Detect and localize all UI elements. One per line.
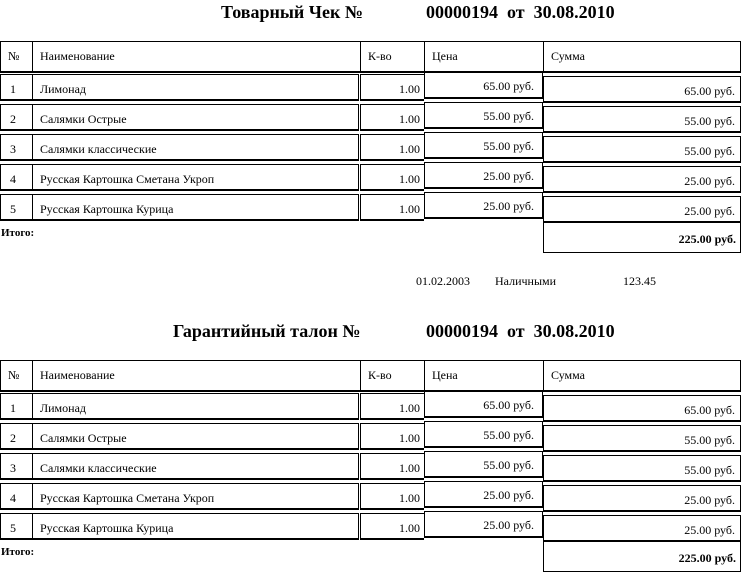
warranty-row-col-border [358,483,359,510]
receipt-row-price: 55.00 руб. [483,109,534,123]
receipt-col-price: Цена [432,49,458,63]
warranty-row-price: 55.00 руб. [483,428,534,442]
warranty-row-col-border [424,481,425,508]
receipt-row-top-border [360,194,424,195]
warranty-row-top-border [360,393,424,394]
receipt-row-top-border [424,192,543,193]
receipt-row-number: 3 [10,142,16,156]
warranty-col-price: Цена [432,368,458,382]
receipt-row-col-border [360,194,361,221]
warranty-row-bottom-border [0,538,358,540]
receipt-row-col-border [543,166,544,193]
payment-amount: 123.45 [623,274,656,288]
payment-method: Наличными [495,274,557,288]
warranty-row-bottom-border [360,508,424,510]
warranty-row-col-border [360,453,361,480]
warranty-row-bottom-border [424,536,543,538]
receipt-row-col-border [32,164,33,191]
receipt-row-col-border [358,164,359,191]
receipt-row-col-border [543,106,544,133]
warranty-header-col-border [0,360,1,391]
receipt-row-top-border [543,196,741,197]
receipt-row-top-border [424,132,543,133]
warranty-row-sum: 25.00 руб. [684,523,735,537]
warranty-row-top-border [543,515,741,516]
warranty-row-col-border [358,393,359,420]
warranty-row-name: Салямки Острые [40,431,127,445]
receipt-row-col-border [360,104,361,131]
receipt-col-name: Наименование [40,49,115,63]
receipt-row-bottom-border [543,101,741,103]
warranty-row-top-border [360,423,424,424]
warranty-row-col-border [32,423,33,450]
receipt-row-sum: 65.00 руб. [684,84,735,98]
receipt-row-name: Салямки Острые [40,112,127,126]
warranty-row-name: Русская Картошка Курица [40,521,174,535]
warranty-row-bottom-border [360,478,424,480]
warranty-total-value: 225.00 руб. [678,551,736,565]
receipt-row-col-border [0,104,1,131]
receipt-row-bottom-border [0,159,358,161]
receipt-title-label: Товарный Чек № [221,2,363,22]
warranty-row-qty: 1.00 [399,431,420,445]
receipt-row-bottom-border [360,129,424,131]
receipt-row-price: 25.00 руб. [483,169,534,183]
receipt-row-bottom-border [543,161,741,163]
receipt-row-top-border [543,136,741,137]
receipt-col-qty: К-во [368,49,392,63]
receipt-row-bottom-border [424,217,543,219]
warranty-row-qty: 1.00 [399,491,420,505]
warranty-row-bottom-border [543,480,741,482]
receipt-row-top-border [0,74,358,75]
warranty-row-top-border [543,425,741,426]
receipt-row-bottom-border [424,157,543,159]
warranty-row-col-border [32,393,33,420]
receipt-row-col-border [0,74,1,101]
receipt-row-sum: 55.00 руб. [684,114,735,128]
warranty-row-col-border [358,513,359,540]
receipt-row-name: Салямки классические [40,142,157,156]
receipt-row-top-border [360,104,424,105]
receipt-total-bottom-border [543,252,741,253]
warranty-from: от [507,321,525,341]
warranty-header-col-border [360,360,361,391]
receipt-row-top-border [0,134,358,135]
warranty-row-col-border [360,393,361,420]
warranty-row-bottom-border [360,448,424,450]
receipt-row-sum: 25.00 руб. [684,174,735,188]
receipt-row-bottom-border [543,221,741,223]
receipt-row-name: Лимонад [40,82,87,96]
warranty-row-number: 2 [10,431,16,445]
warranty-row-number: 1 [10,401,16,415]
warranty-row-bottom-border [360,538,424,540]
warranty-row-number: 3 [10,461,16,475]
receipt-row-qty: 1.00 [399,112,420,126]
warranty-row-col-border [424,421,425,448]
payment-date: 01.02.2003 [416,274,470,288]
receipt-row-col-border [360,134,361,161]
warranty-col-name: Наименование [40,368,115,382]
receipt-header-col-border [32,41,33,72]
receipt-row-name: Русская Картошка Сметана Укроп [40,172,215,186]
receipt-row-col-border [358,74,359,101]
warranty-row-sum: 65.00 руб. [684,403,735,417]
warranty-header-col-border [424,360,425,391]
warranty-header-top-border [0,360,741,361]
receipt-row-number: 1 [10,82,16,96]
receipt-row-col-border [543,76,544,103]
warranty-row-col-border [32,483,33,510]
warranty-row-col-border [0,423,1,450]
receipt-header-bottom-border [0,71,741,73]
warranty-row-number: 4 [10,491,16,505]
warranty-row-bottom-border [0,448,358,450]
warranty-row-bottom-border [424,476,543,478]
warranty-row-name: Лимонад [40,401,87,415]
receipt-row-sum: 55.00 руб. [684,144,735,158]
warranty-title-label: Гарантийный талон № [173,321,361,341]
receipt-row-top-border [0,194,358,195]
warranty-row-top-border [424,511,543,512]
receipt-row-col-border [32,134,33,161]
warranty-row-col-border [424,511,425,538]
warranty-row-number: 5 [10,521,16,535]
receipt-row-bottom-border [0,219,358,221]
receipt-date: 30.08.2010 [533,2,615,22]
warranty-header-bottom-border [0,390,741,392]
receipt-row-bottom-border [424,127,543,129]
warranty-itogo-label: Итого: [1,546,35,558]
warranty-row-qty: 1.00 [399,521,420,535]
receipt-col-number: № [8,49,20,63]
receipt-header-col-border [424,41,425,72]
receipt-row-col-border [358,104,359,131]
receipt-row-qty: 1.00 [399,202,420,216]
receipt-row-top-border [543,166,741,167]
receipt-row-bottom-border [0,99,358,101]
receipt-row-bottom-border [360,159,424,161]
warranty-number: 00000194 от 30.08.2010 [426,321,615,341]
warranty-row-name: Русская Картошка Сметана Укроп [40,491,215,505]
warranty-row-bottom-border [543,510,741,512]
receipt-row-number: 4 [10,172,16,186]
warranty-row-col-border [0,453,1,480]
warranty-row-bottom-border [0,508,358,510]
warranty-row-col-border [543,455,544,482]
warranty-row-bottom-border [0,478,358,480]
warranty-row-price: 25.00 руб. [483,488,534,502]
receipt-row-top-border [0,104,358,105]
receipt-title [221,2,363,23]
receipt-row-top-border [424,72,543,73]
warranty-row-col-border [543,425,544,452]
receipt-row-number: 2 [10,112,16,126]
receipt-row-bottom-border [0,189,358,191]
receipt-row-bottom-border [424,97,543,99]
warranty-row-bottom-border [543,540,741,542]
warranty-row-top-border [0,423,358,424]
receipt-total-border [543,223,544,253]
warranty-row-col-border [424,391,425,418]
receipt-row-top-border [543,106,741,107]
receipt-row-col-border [424,102,425,129]
receipt-row-col-border [0,164,1,191]
receipt-row-name: Русская Картошка Курица [40,202,174,216]
receipt-row-qty: 1.00 [399,172,420,186]
receipt-header-col-border [0,41,1,72]
warranty-row-top-border [360,513,424,514]
warranty-row-col-border [0,483,1,510]
receipt-row-col-border [543,136,544,163]
receipt-row-top-border [424,162,543,163]
receipt-row-bottom-border [360,219,424,221]
warranty-col-number: № [8,368,20,382]
warranty-row-top-border [360,453,424,454]
warranty-row-col-border [360,423,361,450]
receipt-row-qty: 1.00 [399,82,420,96]
warranty-row-top-border [424,421,543,422]
warranty-row-col-border [32,453,33,480]
warranty-row-sum: 55.00 руб. [684,433,735,447]
warranty-total-border [543,542,544,572]
warranty-row-top-border [360,483,424,484]
receipt-header-col-border [543,41,544,72]
receipt-row-bottom-border [424,187,543,189]
warranty-title [173,321,360,342]
warranty-date: 30.08.2010 [533,321,615,341]
warranty-row-col-border [0,513,1,540]
receipt-row-price: 55.00 руб. [483,139,534,153]
warranty-row-col-border [0,393,1,420]
receipt-row-col-border [358,134,359,161]
warranty-row-name: Салямки классические [40,461,157,475]
receipt-row-col-border [360,74,361,101]
receipt-row-top-border [360,164,424,165]
warranty-row-top-border [424,481,543,482]
receipt-row-price: 25.00 руб. [483,199,534,213]
warranty-row-top-border [424,391,543,392]
warranty-row-price: 65.00 руб. [483,398,534,412]
warranty-row-top-border [0,453,358,454]
warranty-row-bottom-border [360,418,424,420]
warranty-row-bottom-border [424,506,543,508]
receipt-row-col-border [32,74,33,101]
warranty-row-top-border [543,455,741,456]
warranty-row-col-border [543,485,544,512]
warranty-row-qty: 1.00 [399,461,420,475]
receipt-row-top-border [543,76,741,77]
receipt-row-col-border [424,192,425,219]
receipt-row-col-border [360,164,361,191]
receipt-col-sum: Сумма [551,49,585,63]
warranty-row-qty: 1.00 [399,401,420,415]
warranty-header-col-border [32,360,33,391]
warranty-row-col-border [543,395,544,422]
receipt-number: 00000194 от 30.08.2010 [426,2,615,22]
receipt-row-qty: 1.00 [399,142,420,156]
receipt-row-bottom-border [0,129,358,131]
warranty-row-price: 25.00 руб. [483,518,534,532]
receipt-from: от [507,2,525,22]
receipt-row-top-border [0,164,358,165]
warranty-col-qty: К-во [368,368,392,382]
warranty-row-col-border [543,515,544,542]
warranty-row-bottom-border [543,420,741,422]
warranty-row-top-border [0,483,358,484]
warranty-row-col-border [358,453,359,480]
receipt-row-number: 5 [10,202,16,216]
warranty-row-sum: 55.00 руб. [684,463,735,477]
warranty-row-top-border [0,513,358,514]
warranty-row-col-border [32,513,33,540]
receipt-row-bottom-border [360,99,424,101]
warranty-row-bottom-border [543,450,741,452]
receipt-header-top-border [0,41,741,42]
warranty-row-bottom-border [0,418,358,420]
receipt-row-top-border [424,102,543,103]
receipt-header-col-border [360,41,361,72]
receipt-row-col-border [0,134,1,161]
warranty-header-col-border [543,360,544,391]
receipt-row-sum: 25.00 руб. [684,204,735,218]
warranty-row-bottom-border [424,446,543,448]
receipt-row-col-border [424,132,425,159]
warranty-row-col-border [360,483,361,510]
receipt-row-top-border [360,74,424,75]
warranty-row-top-border [0,393,358,394]
warranty-row-sum: 25.00 руб. [684,493,735,507]
receipt-row-top-border [360,134,424,135]
warranty-row-top-border [543,395,741,396]
receipt-itogo-label: Итого: [1,227,35,239]
warranty-row-top-border [424,451,543,452]
receipt-row-col-border [424,162,425,189]
receipt-row-bottom-border [543,191,741,193]
receipt-row-col-border [0,194,1,221]
warranty-row-col-border [360,513,361,540]
warranty-row-col-border [358,423,359,450]
warranty-row-col-border [424,451,425,478]
receipt-row-bottom-border [543,131,741,133]
warranty-row-top-border [543,485,741,486]
receipt-row-bottom-border [360,189,424,191]
receipt-row-col-border [424,72,425,99]
warranty-row-bottom-border [424,416,543,418]
receipt-row-col-border [32,104,33,131]
receipt-row-col-border [358,194,359,221]
receipt-row-price: 65.00 руб. [483,79,534,93]
receipt-row-col-border [32,194,33,221]
receipt-total-value: 225.00 руб. [678,232,736,246]
warranty-col-sum: Сумма [551,368,585,382]
receipt-row-col-border [543,196,544,223]
warranty-row-price: 55.00 руб. [483,458,534,472]
